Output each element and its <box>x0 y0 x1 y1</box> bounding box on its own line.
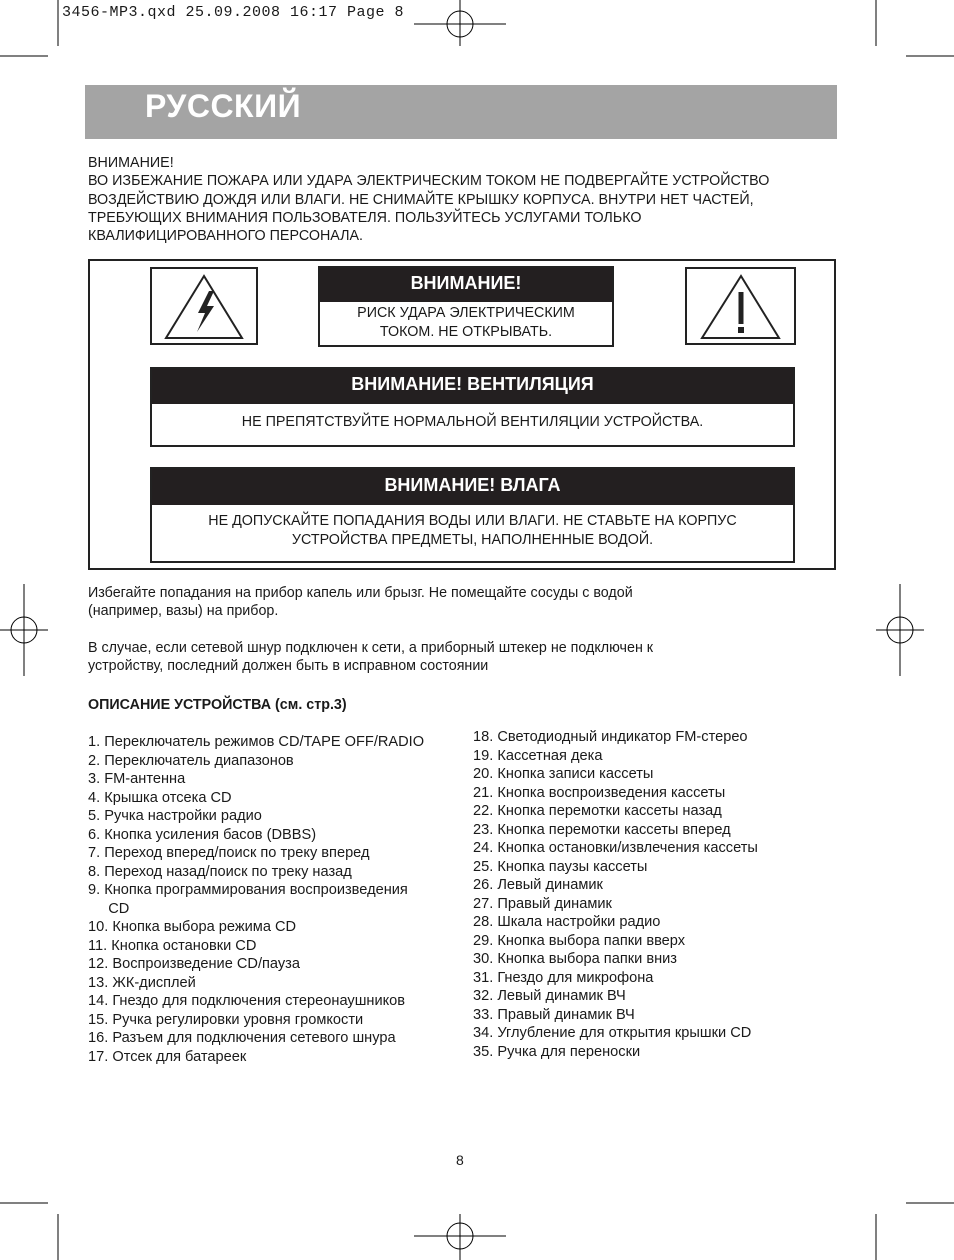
shock-warning-box <box>318 266 614 347</box>
list-item: 20. Кнопка записи кассеты <box>473 766 654 782</box>
shock-warning-text <box>320 302 612 342</box>
list-item: 23. Кнопка перемотки кассеты вперед <box>473 821 731 838</box>
list-item: 9. Кнопка программирования воспроизведения <box>88 882 408 898</box>
list-item: 24. Кнопка остановки/извлечения кассеты <box>473 840 758 856</box>
splash-note <box>88 584 633 621</box>
list-item: CD <box>88 900 130 917</box>
note-line: Избегайте попадания на прибор капель или брызг. Не помещайте сосуды с водой <box>88 585 633 601</box>
note-line: (например, вазы) на прибор. <box>88 603 279 620</box>
list-item: 27. Правый динамик <box>473 895 612 912</box>
shock-warning-line: ТОКОМ. НЕ ОТКРЫВАТЬ. <box>379 324 553 340</box>
language-title: РУССКИЙ <box>145 88 302 124</box>
intro-line: ВОЗДЕЙСТВИЮ ДОЖДЯ ИЛИ ВЛАГИ. НЕ СНИМАЙТЕ КРЫШКУ КОРПУСА. ВНУТРИ НЕТ ЧАСТЕЙ, <box>88 191 754 208</box>
ventilation-warning-box <box>150 367 795 447</box>
shock-warning-title: ВНИМАНИЕ! <box>320 268 612 302</box>
ventilation-warning-text <box>152 404 793 432</box>
list-item: 11. Кнопка остановки CD <box>88 937 257 954</box>
intro-line: ТРЕБУЮЩИХ ВНИМАНИЯ ПОЛЬЗОВАТЕЛЯ. ПОЛЬЗУЙТЕСЬ УСЛУГАМИ ТОЛЬКО <box>88 209 642 226</box>
list-item: 6. Кнопка усиления басов (DBBS) <box>88 826 317 843</box>
list-item: 21. Кнопка воспроизведения кассеты <box>473 784 726 801</box>
list-item: 12. Воспроизведение CD/пауза <box>88 956 300 972</box>
list-item: 29. Кнопка выбора папки вверх <box>473 932 686 949</box>
list-item: 7. Переход вперед/поиск по треку вперед <box>88 845 370 861</box>
list-item: 31. Гнездо для микрофона <box>473 969 654 986</box>
list-item: 32. Левый динамик ВЧ <box>473 988 626 1004</box>
intro-line: КВАЛИФИЦИРОВАННОГО ПЕРСОНАЛА. <box>88 228 364 245</box>
list-item: 13. ЖК-дисплей <box>88 974 196 991</box>
shock-warning-line: РИСК УДАРА ЭЛЕКТРИЧЕСКИМ <box>357 305 575 321</box>
list-item: 5. Ручка настройки радио <box>88 808 262 824</box>
file-slug: 3456-MP3.qxd 25.09.2008 16:17 Page 8 <box>62 4 405 21</box>
list-item: 3. FM-антенна <box>88 771 186 787</box>
list-item: 18. Светодиодный индикатор FM-стерео <box>473 729 748 745</box>
list-item: 1. Переключатель режимов CD/TAPE OFF/RADIO <box>88 734 425 750</box>
moisture-warning-title: ВНИМАНИЕ! ВЛАГА <box>152 469 793 505</box>
intro-warning <box>88 154 769 245</box>
list-item: 25. Кнопка паузы кассеты <box>473 858 648 875</box>
ventilation-warning-title: ВНИМАНИЕ! ВЕНТИЛЯЦИЯ <box>152 369 793 404</box>
parts-list-left <box>88 733 424 1066</box>
list-item: 2. Переключатель диапазонов <box>88 752 294 769</box>
section-title: ОПИСАНИЕ УСТРОЙСТВА (см. стр.3) <box>88 697 347 713</box>
list-item: 8. Переход назад/поиск по треку назад <box>88 863 352 880</box>
moisture-warning-line: УСТРОЙСТВА ПРЕДМЕТЫ, НАПОЛНЕННЫЕ ВОДОЙ. <box>291 532 654 548</box>
moisture-warning-text <box>152 505 793 550</box>
list-item: 14. Гнездо для подключения стереонаушников <box>88 993 406 1009</box>
list-item: 19. Кассетная дека <box>473 747 603 764</box>
list-item: 15. Ручка регулировки уровня громкости <box>88 1011 364 1028</box>
list-item: 16. Разъем для подключения сетевого шнура <box>88 1030 396 1046</box>
ventilation-warning-line: НЕ ПРЕПЯТСТВУЙТЕ НОРМАЛЬНОЙ ВЕНТИЛЯЦИИ УСТРОЙСТВА. <box>241 414 704 430</box>
list-item: 10. Кнопка выбора режима CD <box>88 919 297 935</box>
list-item: 28. Шкала настройки радио <box>473 914 661 930</box>
exclamation-symbol-box <box>685 267 796 345</box>
list-item: 33. Правый динамик ВЧ <box>473 1006 635 1023</box>
list-item: 17. Отсек для батареек <box>88 1048 247 1065</box>
page-number: 8 <box>456 1152 464 1168</box>
intro-line: ВО ИЗБЕЖАНИЕ ПОЖАРА ИЛИ УДАРА ЭЛЕКТРИЧЕСКИМ ТОКОМ НЕ ПОДВЕРГАЙТЕ УСТРОЙСТВО <box>88 173 770 190</box>
shock-symbol-box <box>150 267 258 345</box>
exclamation-warning-icon <box>687 269 794 343</box>
moisture-warning-box <box>150 467 795 563</box>
list-item: 35. Ручка для переноски <box>473 1043 641 1060</box>
list-item: 26. Левый динамик <box>473 877 603 893</box>
list-item: 34. Углубление для открытия крышки CD <box>473 1025 752 1041</box>
note-line: В случае, если сетевой шнур подключен к сети, а приборный штекер не подключен к <box>88 640 654 656</box>
list-item: 22. Кнопка перемотки кассеты назад <box>473 803 722 819</box>
power-cord-note <box>88 639 653 676</box>
moisture-warning-line: НЕ ДОПУСКАЙТЕ ПОПАДАНИЯ ВОДЫ ИЛИ ВЛАГИ. НЕ СТАВЬТЕ НА КОРПУС <box>208 513 737 529</box>
parts-list-right <box>473 728 758 1061</box>
list-item: 30. Кнопка выбора папки вниз <box>473 951 677 967</box>
note-line: устройству, последний должен быть в исправном состоянии <box>88 658 489 675</box>
list-item: 4. Крышка отсека CD <box>88 789 232 806</box>
intro-line: ВНИМАНИЕ! <box>88 155 174 171</box>
lightning-warning-icon <box>152 269 256 343</box>
